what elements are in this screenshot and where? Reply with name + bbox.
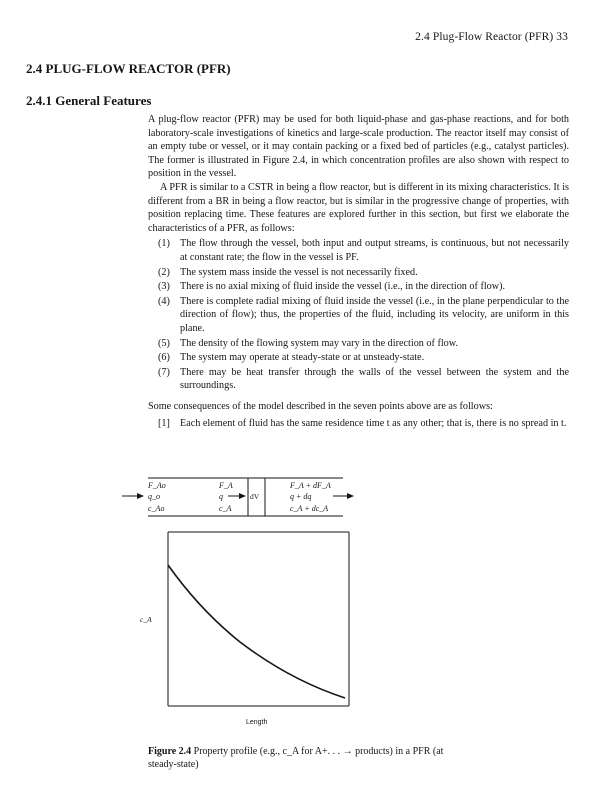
concentration-curve [168, 565, 345, 698]
volume-element-label: dV [250, 492, 260, 501]
plot-y-label: c_A [140, 615, 152, 624]
figure-caption [148, 745, 448, 771]
figure-caption-text: Property profile (e.g., c_A for A+. . . → products) in a PFR (at steady-state) [148, 746, 444, 770]
list-text: There may be heat transfer through the walls of the vessel between the system and the surroundings. [180, 366, 569, 392]
list-number: (5) [158, 337, 170, 349]
reactor-schematic [122, 478, 354, 516]
paragraph: A PFR is similar to a CSTR in being a flow reactor, but is different in its mixing characteristics. It is different from a BR in being a flow reactor, but is similar in the progressive change of properties, with position replacing time. These features are explored further in this section, but first we elaborate the characteristics of a PFR, as follows: [148, 181, 569, 234]
stream-flow-label: F_A [219, 481, 233, 490]
body-text [148, 113, 569, 432]
list-text: There is no axial mixing of fluid inside the vessel (i.e., in the direction of flow). [180, 281, 506, 293]
outlet-flow-label: F_A + dF_A [290, 481, 331, 490]
list-text: The flow through the vessel, both input and output streams, is continuous, but not necessarily at constant rate; the flow in the vessel is PF. [180, 238, 569, 263]
list-number: (3) [158, 281, 170, 293]
inlet-arrowhead [137, 493, 144, 499]
list-text: There is complete radial mixing of fluid inside the vessel (i.e., in the plane perpendicular to the direction of flow); thus, the properties of the fluid, including its velocity, are uniform in this plane. [180, 295, 569, 334]
list-item [158, 337, 569, 351]
outlet-conc-label: c_A + dc_A [290, 504, 329, 513]
list-number: (6) [158, 352, 170, 364]
list-number: [1] [158, 418, 170, 430]
stream-rate-label: q [219, 492, 223, 501]
list-item [158, 366, 569, 393]
list-item [158, 237, 569, 264]
inlet-rate-label: q_o [148, 492, 160, 501]
subsection-title: 2.4.1 General Features [26, 93, 152, 108]
outlet-arrowhead [347, 493, 354, 499]
list-number: (2) [158, 266, 170, 278]
list-item [158, 280, 569, 294]
figure-pfr-profile [120, 470, 500, 740]
stream-conc-label: c_A [219, 504, 232, 513]
characteristics-list [148, 237, 569, 393]
running-head: 2.4 Plug-Flow Reactor (PFR) 33 [415, 31, 568, 43]
list-text: Each element of fluid has the same residence time t as any other; that is, there is no spread in t. [180, 418, 567, 430]
list-item [158, 351, 569, 365]
plot-x-label: Length [246, 719, 268, 726]
list-item [158, 266, 569, 280]
outlet-rate-label: q + dq [290, 492, 312, 501]
list-item [158, 417, 569, 431]
list-number: (1) [158, 238, 170, 250]
consequences-intro: Some consequences of the model described in the seven points above are as follows: [148, 400, 493, 412]
list-text: The system may operate at steady-state or at unsteady-state. [180, 352, 425, 364]
list-number: (4) [158, 295, 170, 307]
inlet-conc-label: c_Ao [148, 504, 165, 513]
mid-arrowhead [239, 493, 246, 499]
list-item [158, 295, 569, 336]
list-text: The density of the flowing system may vary in the direction of flow. [180, 337, 459, 349]
section-title: 2.4 PLUG-FLOW REACTOR (PFR) [26, 61, 231, 76]
paragraph: A plug-flow reactor (PFR) may be used for both liquid-phase and gas-phase reactions, and for both laboratory-scale investigations of kinetics and large-scale production. The reactor itself may consist of an empty tube or vessel, or it may contain packing or a fixed bed of particles (e.g., catalyst particles). The former is illustrated in Figure 2.4, in which concentration profiles are also shown with respect to position in the vessel. [148, 114, 569, 180]
consequences-list [148, 417, 569, 431]
list-text: The system mass inside the vessel is not necessarily fixed. [180, 266, 418, 278]
list-number: (7) [158, 366, 170, 378]
inlet-flow-label: F_Ao [148, 481, 166, 490]
concentration-plot [140, 532, 349, 726]
figure-label: Figure 2.4 [148, 746, 192, 757]
